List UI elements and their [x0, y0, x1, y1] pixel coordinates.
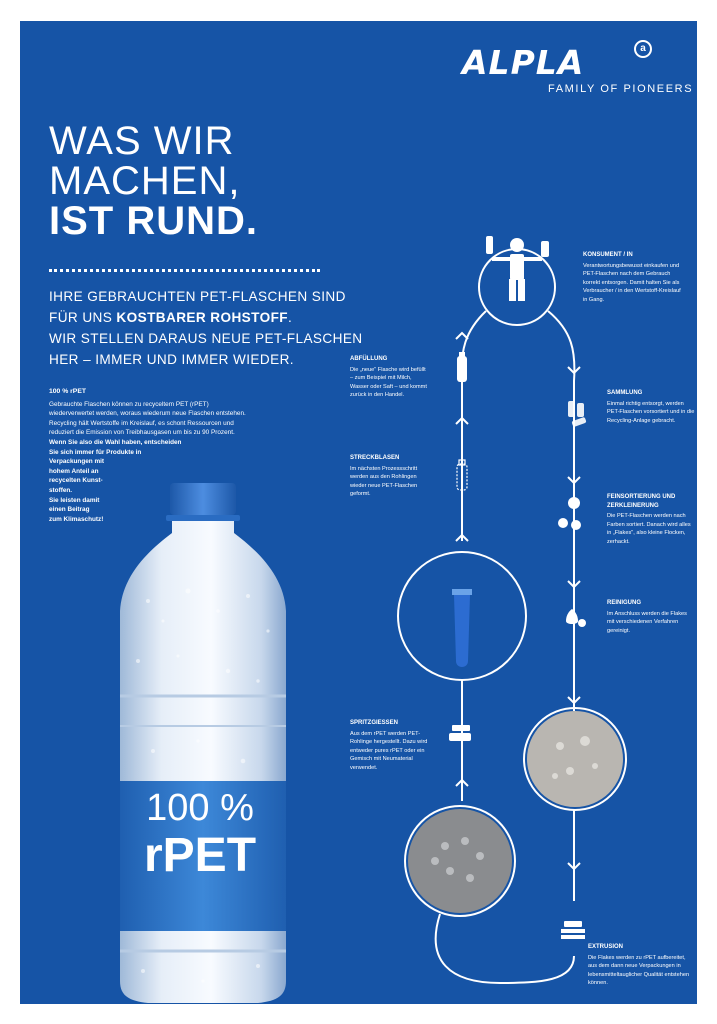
- step-extrusion-title: EXTRUSION: [588, 944, 624, 950]
- pellets-photo: [408, 809, 512, 913]
- left-flow-line: [462, 311, 486, 541]
- rpet-info-bold-2: Sie sich immer für Produkte in: [49, 448, 142, 456]
- rpet-info-body: Gebrauchte Flaschen können zu recyceltem PET (rPET) wiederverwertet werden, woraus wiederum neue Flaschen entstehen. Recycling hält Wertstoffe im Kreislauf, es schont Ressourcen und reduziert die Emission von Treibhausgasen um bis zu 90 Prozent.: [49, 400, 246, 437]
- step-feinsortierung: [607, 493, 695, 547]
- step-streckblasen-title: STRECKBLASEN: [350, 455, 400, 461]
- step-abfuellung: [350, 355, 430, 400]
- step-konsument-title: KONSUMENT / IN: [583, 252, 633, 258]
- injection-icon: [449, 725, 471, 741]
- collection-icon: [568, 401, 587, 427]
- preform-image: [452, 589, 472, 667]
- intro-line-3: WIR STELLEN DARAUS NEUE PET-FLASCHEN: [49, 331, 363, 346]
- step-reinigung-text: Im Anschluss werden die Flakes mit verschiedenen Verfahren gereinigt.: [607, 610, 687, 634]
- step-sammlung-title: SAMMLUNG: [607, 390, 643, 396]
- registered-mark: a: [634, 40, 652, 58]
- step-abfuellung-title: ABFÜLLUNG: [350, 356, 388, 362]
- intro-line-1: IHRE GEBRAUCHTEN PET-FLASCHEN SIND: [49, 289, 346, 304]
- step-spritzgiessen: [350, 719, 430, 773]
- poster: [20, 21, 697, 1004]
- rpet-info-bold-9: zum Klimaschutz!: [49, 515, 104, 523]
- intro-line-2: FÜR UNS KOSTBARER ROHSTOFF.: [49, 310, 293, 325]
- rpet-info-title: 100 % rPET: [49, 388, 87, 395]
- brand-tagline: FAMILY OF PIONEERS: [548, 83, 694, 95]
- brand-name: ALPLA: [462, 43, 585, 82]
- consumer-icon: [486, 236, 549, 301]
- intro-line-4: HER – IMMER UND IMMER WIEDER.: [49, 352, 294, 367]
- filled-bottle-icon: [457, 352, 467, 382]
- headline-line-2: MACHEN,: [49, 159, 241, 203]
- cleaning-icon: [566, 609, 586, 627]
- rpet-info-bold-3: Verpackungen mit: [49, 458, 105, 466]
- rpet-info-bold-6: stoffen.: [49, 486, 73, 494]
- rpet-info-bold-4: hohem Anteil an: [49, 467, 99, 475]
- step-sammlung: [607, 389, 695, 425]
- step-extrusion: [588, 943, 693, 988]
- right-flow-line: [548, 311, 574, 711]
- bottle-label-percent: 100 %: [146, 787, 254, 829]
- step-konsument: [583, 251, 683, 305]
- step-feinsortierung-text: Die PET-Flaschen werden nach Farben sortiert. Danach wird alles in „Flakes", also kleine Flocken, zerhackt.: [607, 513, 691, 545]
- step-spritzgiessen-title: SPRITZGIESSEN: [350, 720, 399, 726]
- headline-line-1: WAS WIR: [49, 119, 235, 163]
- step-spritzgiessen-text: Aus dem rPET werden PET-Rohlinge hergestellt. Dazu wird entweder pures rPET oder ein Gemisch mit Neumaterial verwendet.: [350, 730, 428, 771]
- headline-line-3: IST RUND.: [49, 199, 258, 243]
- step-sammlung-text: Einmal richtig entsorgt, werden PET-Flaschen vorsortiert und in die Recycling-Anlage gebracht.: [607, 400, 695, 424]
- step-konsument-text: Verantwortungsbewusst einkaufen und PET-Flaschen nach dem Gebrauch korrekt entsorgen. Damit halten Sie als Verbraucher / in den Wertstoff-Kreislauf in Gang.: [583, 262, 681, 303]
- flakes-photo: [527, 711, 623, 807]
- step-reinigung: [607, 599, 695, 635]
- rpet-info-bold-1: Wenn Sie also die Wahl haben, entscheiden: [49, 438, 182, 446]
- step-abfuellung-text: Die „neue" Flasche wird befüllt – zum Beispiel mit Milch, Wasser oder Saft – und kommt zurück in den Handel.: [350, 366, 427, 399]
- step-streckblasen-text: Im nächsten Prozessschritt werden aus den Rohlingen wieder neue PET-Flaschen geformt.: [350, 465, 418, 498]
- step-reinigung-title: REINIGUNG: [607, 600, 642, 606]
- recycling-cycle-diagram: [20, 21, 697, 1004]
- sorting-gears-icon: [558, 497, 581, 530]
- step-extrusion-text: Die Flakes werden zu rPET aufbereitet, aus dem dann neue Verpackungen in lebensmitteltauglicher Qualität entstehen können.: [588, 954, 690, 987]
- extrusion-icon: [561, 921, 585, 939]
- step-streckblasen: [350, 454, 430, 499]
- bottle-label-rpet: rPET: [143, 829, 257, 882]
- intro-highlight: KOSTBARER ROHSTOFF: [116, 310, 288, 325]
- step-feinsortierung-title: FEINSORTIERUNG UND ZERKLEINERUNG: [607, 494, 676, 509]
- rpet-info-bold-5: recycelten Kunst-: [49, 477, 103, 485]
- rpet-info-bold-7: Sie leisten damit: [49, 496, 100, 504]
- rpet-info-bold-8: einen Beitrag: [49, 506, 90, 514]
